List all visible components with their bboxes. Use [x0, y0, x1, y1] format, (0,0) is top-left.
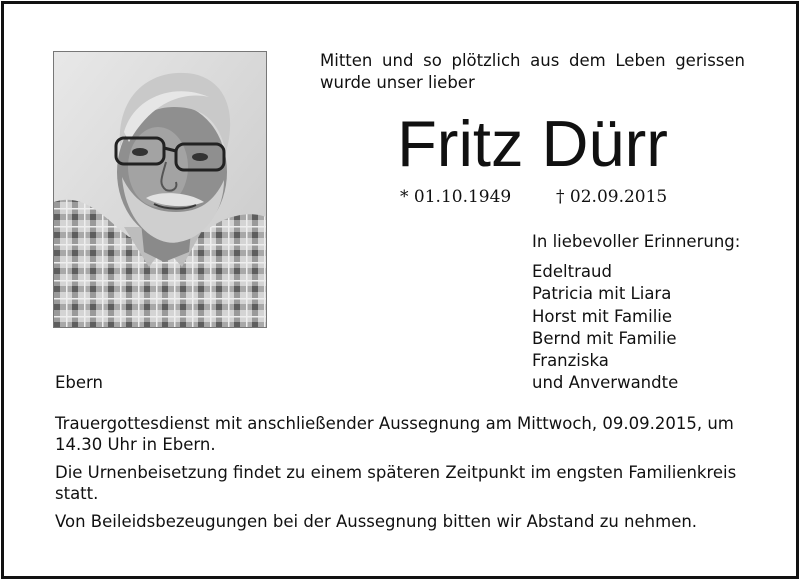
service-notices — [55, 413, 775, 539]
mourners-list — [532, 261, 678, 395]
notice-condolences: Von Beileidsbezeugungen bei der Aussegnung bitten wir Abstand zu nehmen. — [55, 512, 698, 531]
mourner-item: und Anverwandte — [532, 373, 679, 393]
notice-urn-burial: Die Urnenbeisetzung findet zu einem späteren Zeitpunkt im engsten Familienkreis statt. — [55, 463, 737, 503]
intro-text — [320, 50, 745, 94]
birth-date: * 01.10.1949 — [400, 187, 512, 207]
portrait-image — [54, 52, 266, 327]
mourner-item: Edeltraud — [532, 262, 612, 281]
mourner-item: Horst mit Familie — [532, 306, 673, 326]
deceased-name: Fritz Dürr — [397, 107, 668, 180]
notice-funeral-service: Trauergottesdienst mit anschließender Aussegnung am Mittwoch, 09.09.2015, um 14.30 Uhr in Ebern. — [55, 414, 734, 454]
intro-line-1: Mitten und so plötzlich aus dem Leben gerissen — [320, 51, 745, 70]
mourner-item: Franziska — [532, 351, 609, 371]
death-date: † 02.09.2015 — [556, 187, 668, 207]
mourner-item: Bernd mit Familie — [532, 328, 677, 348]
memory-heading: In liebevoller Erinnerung: — [532, 232, 741, 251]
mourner-item: Patricia mit Liara — [532, 284, 672, 304]
intro-line-2: wurde unser lieber — [320, 73, 475, 92]
place-name: Ebern — [55, 373, 104, 392]
portrait-photo — [53, 51, 267, 328]
